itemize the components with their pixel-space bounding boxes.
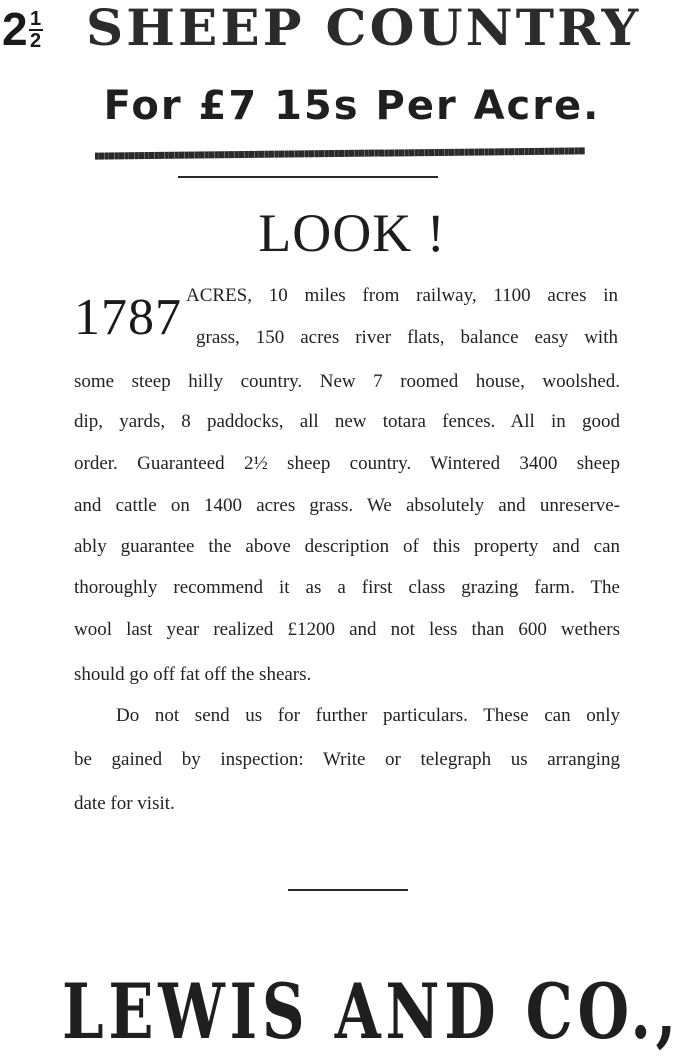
decorative-rule-thin — [178, 176, 438, 178]
decorative-rule-short — [288, 889, 408, 891]
body-line: ACRES, 10 miles from railway, 1100 acres in — [186, 285, 618, 306]
body-line: some steep hilly country. New 7 roomed house, woolshed. — [74, 371, 620, 392]
fraction-stack — [29, 9, 43, 51]
headline — [0, 0, 696, 60]
body-line: grass, 150 acres river flats, balance easy with — [196, 327, 618, 348]
headline-fraction — [2, 3, 43, 55]
body-line: and cattle on 1400 acres grass. We absolutely and unreserve- — [74, 495, 620, 516]
acreage-number: 1787 — [74, 289, 182, 346]
decorative-rule-thick — [95, 147, 585, 159]
fraction-numerator: 1 — [30, 8, 42, 30]
fraction-whole: 2 — [2, 3, 28, 55]
body-line: dip, yards, 8 paddocks, all new totara fences. All in good — [74, 411, 620, 432]
body-line: ably guarantee the above description of this property and can — [74, 536, 620, 557]
body-line: order. Guaranteed 2½ sheep country. Wintered 3400 sheep — [74, 453, 620, 474]
headline-title: SHEEP COUNTRY — [86, 0, 642, 57]
look-heading: LOOK ! — [258, 203, 446, 263]
body-line-para2: be gained by inspection: Write or telegraph us arranging — [74, 749, 620, 770]
price-subheading: For £7 15s Per Acre. — [103, 83, 601, 129]
advertiser-name: LEWIS AND CO., — [62, 967, 681, 1056]
body-line-para2: Do not send us for further particulars. These can only — [116, 705, 620, 726]
body-line: wool last year realized £1200 and not less than 600 wethers — [74, 619, 620, 640]
fraction-denominator: 2 — [30, 30, 42, 52]
body-line: should go off fat off the shears. — [74, 664, 312, 685]
body-line-para2: date for visit. — [74, 793, 175, 814]
body-line: thoroughly recommend it as a first class grazing farm. The — [74, 577, 620, 598]
